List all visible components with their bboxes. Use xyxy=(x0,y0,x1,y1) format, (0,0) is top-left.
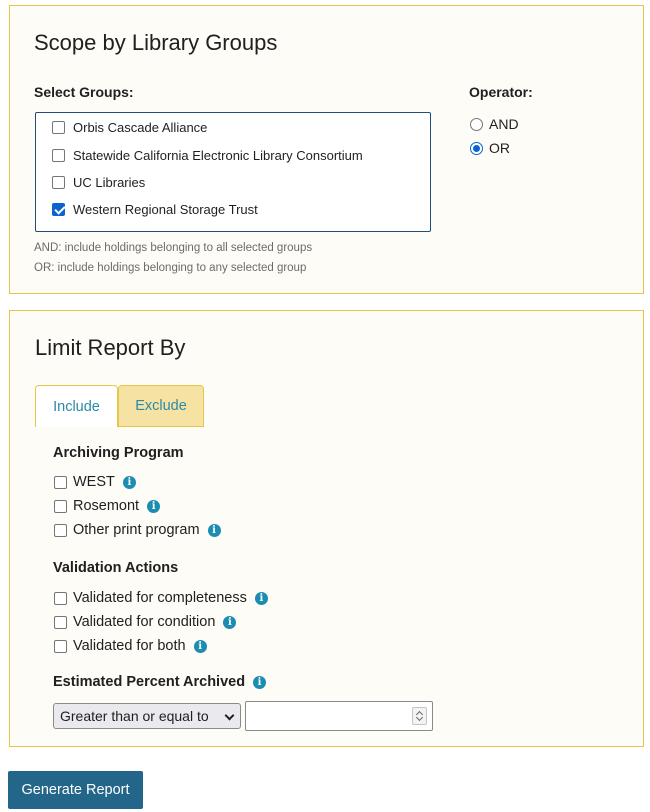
west-checkbox[interactable] xyxy=(54,476,67,489)
rosemont-checkbox[interactable] xyxy=(54,500,67,513)
option-other-print[interactable] xyxy=(54,520,221,540)
condition-checkbox[interactable] xyxy=(54,616,67,629)
tab-include[interactable]: Include xyxy=(35,385,118,427)
operator-and-label: AND xyxy=(489,116,519,132)
option-both[interactable] xyxy=(54,636,207,656)
comparator-value: Greater than or equal to xyxy=(60,708,209,724)
operator-or-label: OR xyxy=(489,140,510,156)
group-label: Western Regional Storage Trust xyxy=(73,201,258,217)
chevron-down-icon xyxy=(225,711,235,721)
scope-title: Scope by Library Groups xyxy=(34,30,278,55)
group-item-scelc[interactable] xyxy=(52,145,363,165)
and-radio[interactable] xyxy=(470,118,483,131)
select-groups-label: Select Groups: xyxy=(34,84,134,100)
option-condition[interactable] xyxy=(54,612,236,632)
other-print-checkbox[interactable] xyxy=(54,524,67,537)
info-icon[interactable]: i xyxy=(123,476,136,489)
number-spinner[interactable] xyxy=(412,707,427,725)
group-item-uc[interactable] xyxy=(52,172,145,192)
info-icon[interactable]: i xyxy=(223,616,236,629)
option-label: Rosemont xyxy=(73,498,140,514)
percent-input[interactable] xyxy=(245,701,433,731)
group-label: Orbis Cascade Alliance xyxy=(73,119,208,135)
percent-heading-label: Estimated Percent Archived xyxy=(53,674,246,690)
generate-report-button[interactable]: Generate Report xyxy=(8,771,143,809)
group-item-west[interactable] xyxy=(52,199,258,219)
comparator-select[interactable] xyxy=(53,703,241,729)
group-label: Statewide California Electronic Library Consortium xyxy=(73,147,363,163)
option-label: Validated for both xyxy=(73,638,186,654)
option-label: Other print program xyxy=(73,522,200,538)
help-or: OR: include holdings belonging to any selected group xyxy=(34,262,307,274)
operator-and[interactable] xyxy=(470,115,519,133)
option-west[interactable] xyxy=(54,472,136,492)
orbis-checkbox[interactable] xyxy=(52,121,65,134)
help-and: AND: include holdings belonging to all selected groups xyxy=(34,242,313,254)
option-completeness[interactable] xyxy=(54,588,268,608)
operator-label: Operator: xyxy=(469,84,533,100)
scope-panel xyxy=(9,5,644,294)
operator-or[interactable] xyxy=(470,139,510,157)
info-icon[interactable]: i xyxy=(255,592,268,605)
percent-heading xyxy=(53,674,266,690)
group-list xyxy=(35,112,431,232)
info-icon[interactable]: i xyxy=(208,524,221,537)
archiving-heading: Archiving Program xyxy=(53,445,184,461)
uc-checkbox[interactable] xyxy=(52,176,65,189)
info-icon[interactable]: i xyxy=(253,676,266,689)
option-label: WEST xyxy=(73,474,115,490)
group-item-orbis[interactable] xyxy=(52,117,207,137)
limit-panel xyxy=(9,310,644,747)
option-label: Validated for completeness xyxy=(73,590,247,606)
validation-heading: Validation Actions xyxy=(53,560,179,576)
info-icon[interactable]: i xyxy=(194,640,207,653)
completeness-checkbox[interactable] xyxy=(54,592,67,605)
tab-exclude[interactable]: Exclude xyxy=(118,385,204,427)
or-radio[interactable] xyxy=(470,142,483,155)
option-label: Validated for condition xyxy=(73,614,216,630)
limit-title: Limit Report By xyxy=(35,335,186,360)
option-rosemont[interactable] xyxy=(54,496,160,516)
info-icon[interactable]: i xyxy=(147,500,160,513)
scelc-checkbox[interactable] xyxy=(52,149,65,162)
west-trust-checkbox[interactable] xyxy=(52,203,65,216)
both-checkbox[interactable] xyxy=(54,640,67,653)
group-label: UC Libraries xyxy=(73,174,146,190)
